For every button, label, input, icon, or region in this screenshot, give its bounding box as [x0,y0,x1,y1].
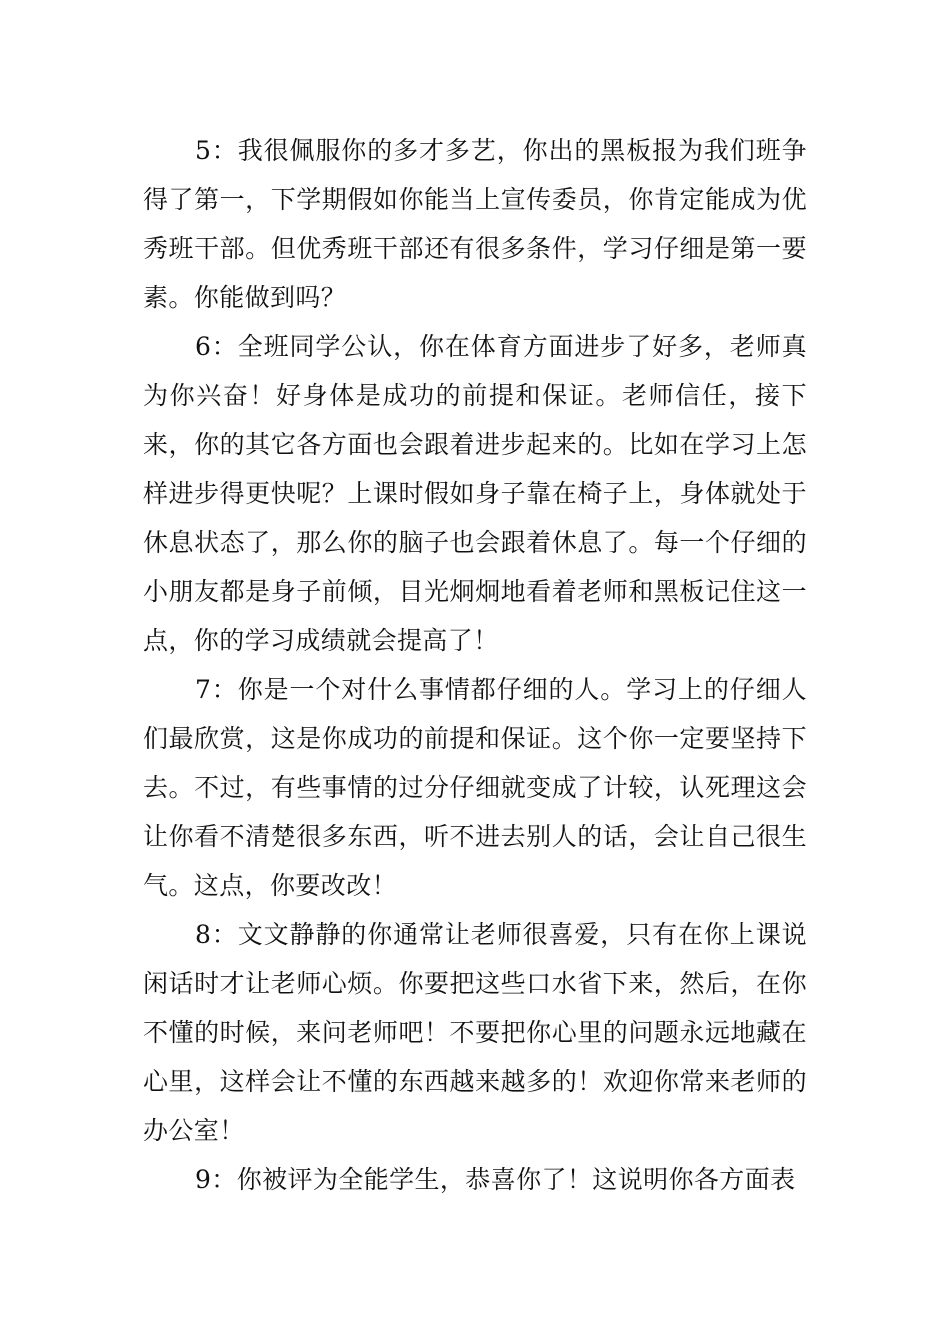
paragraph-9: 9：你被评为全能学生，恭喜你了！这说明你各方面表 [195,1165,796,1194]
paragraph-5: 5：我很佩服你的多才多艺，你出的黑板报为我们班争得了第一，下学期假如你能当上宣传委员，你肯定能成为优秀班干部。但优秀班干部还有很多条件，学习仔细是第一要素。你能做到吗？ [143,136,807,312]
paragraph-7: 7：你是一个对什么事情都仔细的人。学习上的仔细人们最欣赏，这是你成功的前提和保证。这个你一定要坚持下去。不过，有些事情的过分仔细就变成了计较，认死理这会让你看不清楚很多东西，听不进去别人的话，会让自己很生气。这点，你要改改！ [143,675,807,900]
paragraph-6: 6：全班同学公认，你在体育方面进步了好多，老师真为你兴奋！好身体是成功的前提和保证。老师信任，接下来，你的其它各方面也会跟着进步起来的。比如在学习上怎样进步得更快呢？上课时假如身子靠在椅子上，身体就处于休息状态了，那么你的脑子也会跟着休息了。每一个仔细的小朋友都是身子前倾，目光炯炯地看着老师和黑板记住这一点，你的学习成绩就会提高了！ [143,332,807,655]
paragraph-8: 8：文文静静的你通常让老师很喜爱，只有在你上课说闲话时才让老师心烦。你要把这些口水省下来，然后，在你不懂的时候，来问老师吧！不要把你心里的问题永远地藏在心里，这样会让不懂的东西越来越多的！欢迎你常来老师的办公室！ [143,920,807,1145]
document-body [143,126,807,1204]
